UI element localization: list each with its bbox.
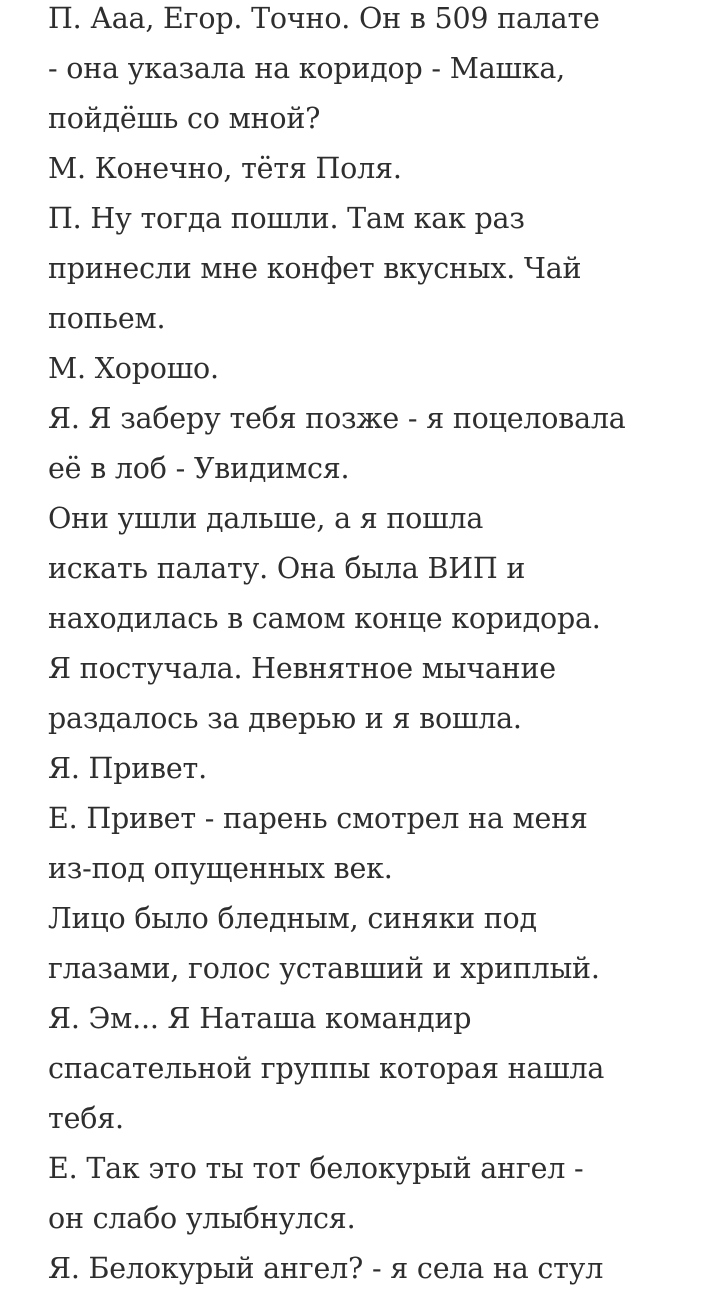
text-line: Е. Привет - парень смотрел на меня (48, 802, 588, 835)
text-line: находилась в самом конце коридора. (48, 602, 601, 635)
text-line: из-под опущенных век. (48, 852, 393, 885)
text-line: П. Ну тогда пошли. Там как раз (48, 202, 525, 235)
text-line: раздалось за дверью и я вошла. (48, 702, 522, 735)
text-line: М. Конечно, тётя Поля. (48, 152, 402, 185)
text-line: попьем. (48, 302, 166, 335)
text-line: пойдёшь со мной? (48, 102, 321, 135)
text-line: Лицо было бледным, синяки под (48, 902, 537, 935)
text-line: Я. Привет. (48, 752, 207, 785)
text-line: М. Хорошо. (48, 352, 219, 385)
text-line: - она указала на коридор - Машка, (48, 52, 566, 85)
text-line: её в лоб - Увидимся. (48, 452, 350, 485)
text-line: Я. Эм... Я Наташа командир (48, 1002, 472, 1035)
text-line: глазами, голос уставший и хриплый. (48, 952, 600, 985)
text-line: Я. Я заберу тебя позже - я поцеловала (48, 402, 626, 435)
text-line: Я постучала. Невнятное мычание (48, 652, 556, 685)
text-line: искать палату. Она была ВИП и (48, 552, 526, 585)
text-line: Я. Белокурый ангел? - я села на стул (48, 1252, 604, 1285)
text-line: Они ушли дальше, а я пошла (48, 502, 484, 535)
text-line: тебя. (48, 1102, 124, 1135)
text-line: он слабо улыбнулся. (48, 1202, 356, 1235)
story-text (48, 0, 688, 1294)
text-line: Е. Так это ты тот белокурый ангел - (48, 1152, 584, 1185)
text-line: П. Ааа, Егор. Точно. Он в 509 палате (48, 2, 600, 35)
text-line: спасательной группы которая нашла (48, 1052, 605, 1085)
text-line: принесли мне конфет вкусных. Чай (48, 252, 582, 285)
